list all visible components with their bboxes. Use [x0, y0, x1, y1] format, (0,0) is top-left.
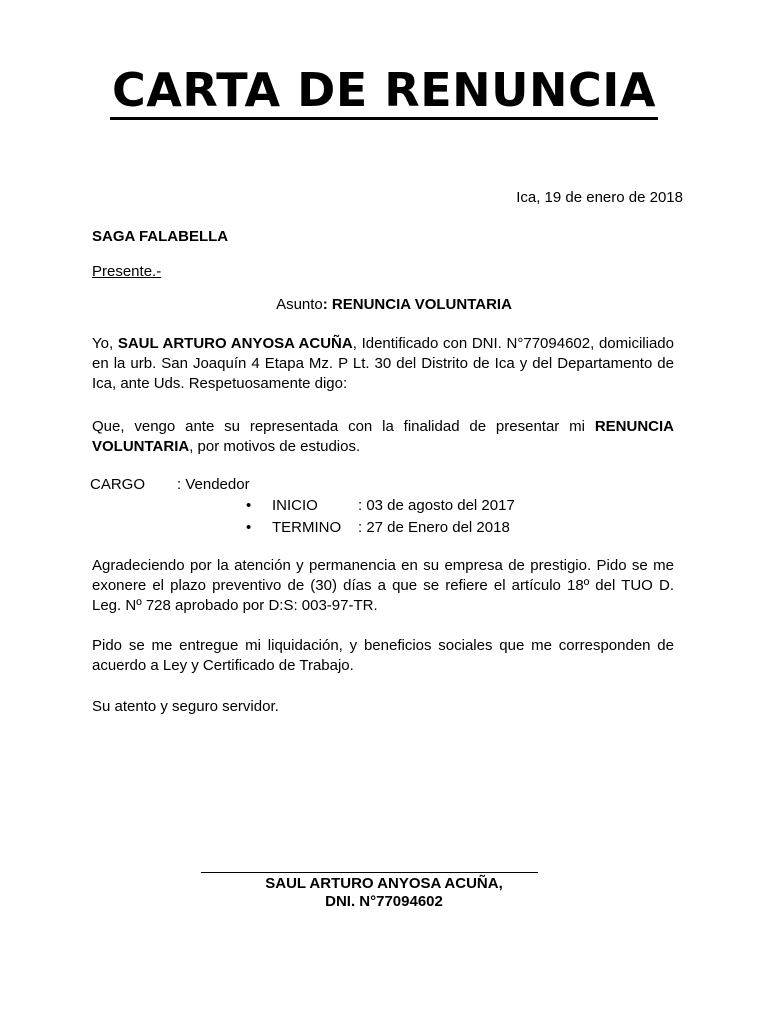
subject-line [0, 295, 768, 315]
recipient-company: SAGA FALABELLA [92, 228, 229, 245]
greeting: Presente.- [92, 263, 162, 280]
bullet-icon: • [246, 519, 252, 536]
paragraph-gratitude: Agradeciendo por la atención y permanencia en su empresa de prestigio. Pido se me exonere el plazo preventivo de (30) días a que se refiere el artículo 18º del TUO D. Leg. Nº 728 aprobado por D:S: 003-97-TR. [92, 557, 674, 614]
detail-end-date [246, 518, 510, 538]
subject-value: : RENUNCIA VOLUNTARIA [322, 296, 512, 313]
letter-date: Ica, 19 de enero de 2018 [516, 189, 683, 206]
p2-emphasis: RENUNCIA VOLUNTARIA [92, 418, 674, 455]
signature-name: SAUL ARTURO ANYOSA ACUÑA, [265, 875, 503, 892]
signature-line [201, 872, 538, 873]
p2-rest: , por motivos de estudios. [189, 438, 361, 455]
cargo-label: CARGO [90, 476, 146, 493]
detail-value: : 27 de Enero del 2018 [358, 519, 510, 536]
detail-start-date [246, 496, 515, 516]
letter-title [0, 62, 768, 120]
paragraph-liquidation: Pido se me entregue mi liquidación, y beneficios sociales que me corresponden de acuerdo a Ley y Certificado de Trabajo. [92, 637, 674, 674]
subject-label: Asunto [276, 296, 323, 313]
signature-dni: DNI. N°77094602 [325, 893, 443, 910]
detail-label: TERMINO [272, 519, 342, 536]
p2-prefix: Que, vengo ante su representada con la finalidad de presentar mi [92, 418, 595, 435]
detail-value: : 03 de agosto del 2017 [358, 497, 515, 514]
paragraph-identification [92, 334, 674, 394]
cargo-row [90, 475, 250, 495]
closing-line: Su atento y seguro servidor. [92, 698, 279, 715]
p1-name: SAUL ARTURO ANYOSA ACUÑA [117, 335, 353, 352]
bullet-icon: • [246, 497, 252, 514]
p1-prefix: Yo, [92, 335, 118, 352]
detail-label: INICIO [272, 497, 318, 514]
paragraph-resignation [92, 417, 674, 457]
letter-title-text: CARTA DE RENUNCIA [110, 63, 658, 120]
p1-rest: , Identificado con DNI. N°77094602, domiciliado en la urb. San Joaquín 4 Etapa Mz. P Lt. 30 del Distrito de Ica y del Departamento de Ica, ante Uds. Respetuosamente digo: [92, 335, 674, 392]
cargo-value: : Vendedor [177, 476, 250, 493]
